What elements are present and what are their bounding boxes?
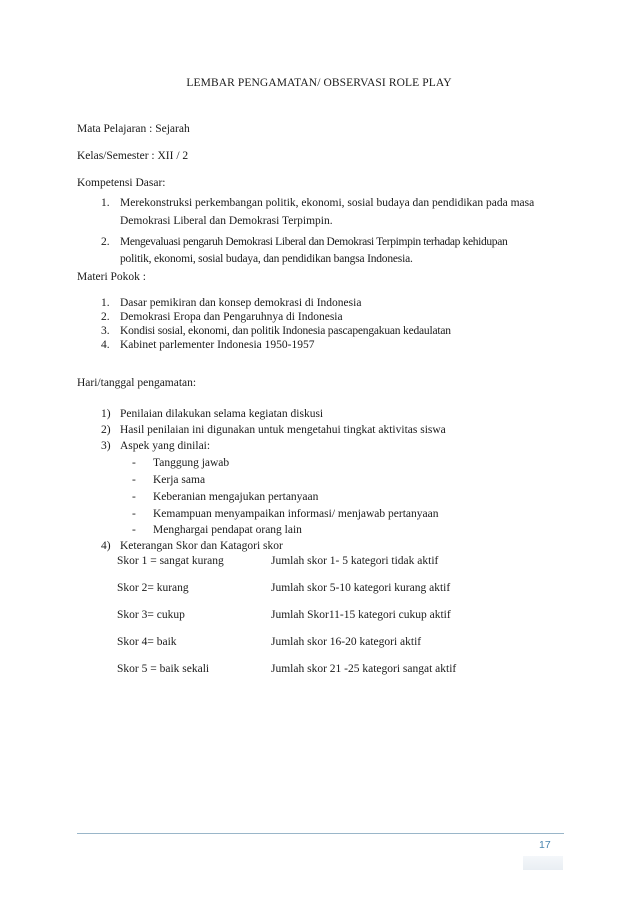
footer-decoration <box>523 856 563 870</box>
list-item: Kondisi sosial, ekonomi, dan politik Indonesia pascapengakuan kedaulatan <box>120 325 451 337</box>
page-number: 17 <box>539 839 551 851</box>
skor-label: Skor 4= baik <box>117 636 177 648</box>
list-item-number: 1) <box>101 408 111 420</box>
footer-divider <box>77 833 564 834</box>
materi-label: Materi Pokok : <box>77 271 146 283</box>
list-item: Menghargai pendapat orang lain <box>153 524 302 536</box>
list-item: Kabinet parlementer Indonesia 1950-1957 <box>120 339 315 351</box>
page-title: LEMBAR PENGAMATAN/ OBSERVASI ROLE PLAY <box>186 77 452 89</box>
hari-label: Hari/tanggal pengamatan: <box>77 377 197 389</box>
list-item: Mengevaluasi pengaruh Demokrasi Liberal dan Demokrasi Terpimpin terhadap kehidupan <box>120 236 508 248</box>
dash-bullet: - <box>132 524 136 536</box>
list-item: Aspek yang dinilai: <box>120 440 211 452</box>
list-item: Demokrasi Liberal dan Demokrasi Terpimpin. <box>120 215 333 227</box>
skor-description: Jumlah skor 5-10 kategori kurang aktif <box>271 582 451 594</box>
list-item: Merekonstruksi perkembangan politik, ekonomi, sosial budaya dan pendidikan pada masa <box>120 197 535 209</box>
list-item: Dasar pemikiran dan konsep demokrasi di Indonesia <box>120 297 362 309</box>
list-item: Hasil penilaian ini digunakan untuk mengetahui tingkat aktivitas siswa <box>120 424 446 436</box>
skor-label: Skor 5 = baik sekali <box>117 663 210 675</box>
list-item-number: 3) <box>101 440 111 452</box>
list-item-number: 1. <box>101 297 110 309</box>
list-item-number: 2. <box>101 236 110 248</box>
list-item: Kemampuan menyampaikan informasi/ menjawab pertanyaan <box>153 508 439 520</box>
list-item: Tanggung jawab <box>153 457 230 469</box>
skor-description: Jumlah skor 1- 5 kategori tidak aktif <box>271 555 439 567</box>
list-item-number: 1. <box>101 197 110 209</box>
list-item: Penilaian dilakukan selama kegiatan diskusi <box>120 408 324 420</box>
list-item-number: 2) <box>101 424 111 436</box>
list-item-number: 2. <box>101 311 110 323</box>
kelas-semester: Kelas/Semester : XII / 2 <box>77 150 189 162</box>
skor-label: Skor 2= kurang <box>117 582 189 594</box>
keterangan-heading: Keterangan Skor dan Katagori skor <box>120 540 283 552</box>
dash-bullet: - <box>132 474 136 486</box>
list-item-number: 3. <box>101 325 110 337</box>
list-item: Keberanian mengajukan pertanyaan <box>153 491 319 503</box>
list-item-number: 4) <box>101 540 111 552</box>
mata-pelajaran: Mata Pelajaran : Sejarah <box>77 123 190 135</box>
dash-bullet: - <box>132 457 136 469</box>
skor-description: Jumlah skor 21 -25 kategori sangat aktif <box>271 663 457 675</box>
list-item-number: 4. <box>101 339 110 351</box>
skor-label: Skor 1 = sangat kurang <box>117 555 224 567</box>
kompetensi-label: Kompetensi Dasar: <box>77 177 166 189</box>
list-item: politik, ekonomi, sosial budaya, dan pendidikan bangsa Indonesia. <box>120 253 413 265</box>
list-item: Kerja sama <box>153 474 206 486</box>
skor-description: Jumlah skor 16-20 kategori aktif <box>271 636 422 648</box>
skor-description: Jumlah Skor11-15 kategori cukup aktif <box>271 609 451 621</box>
skor-label: Skor 3= cukup <box>117 609 185 621</box>
dash-bullet: - <box>132 491 136 503</box>
dash-bullet: - <box>132 508 136 520</box>
list-item: Demokrasi Eropa dan Pengaruhnya di Indonesia <box>120 311 343 323</box>
